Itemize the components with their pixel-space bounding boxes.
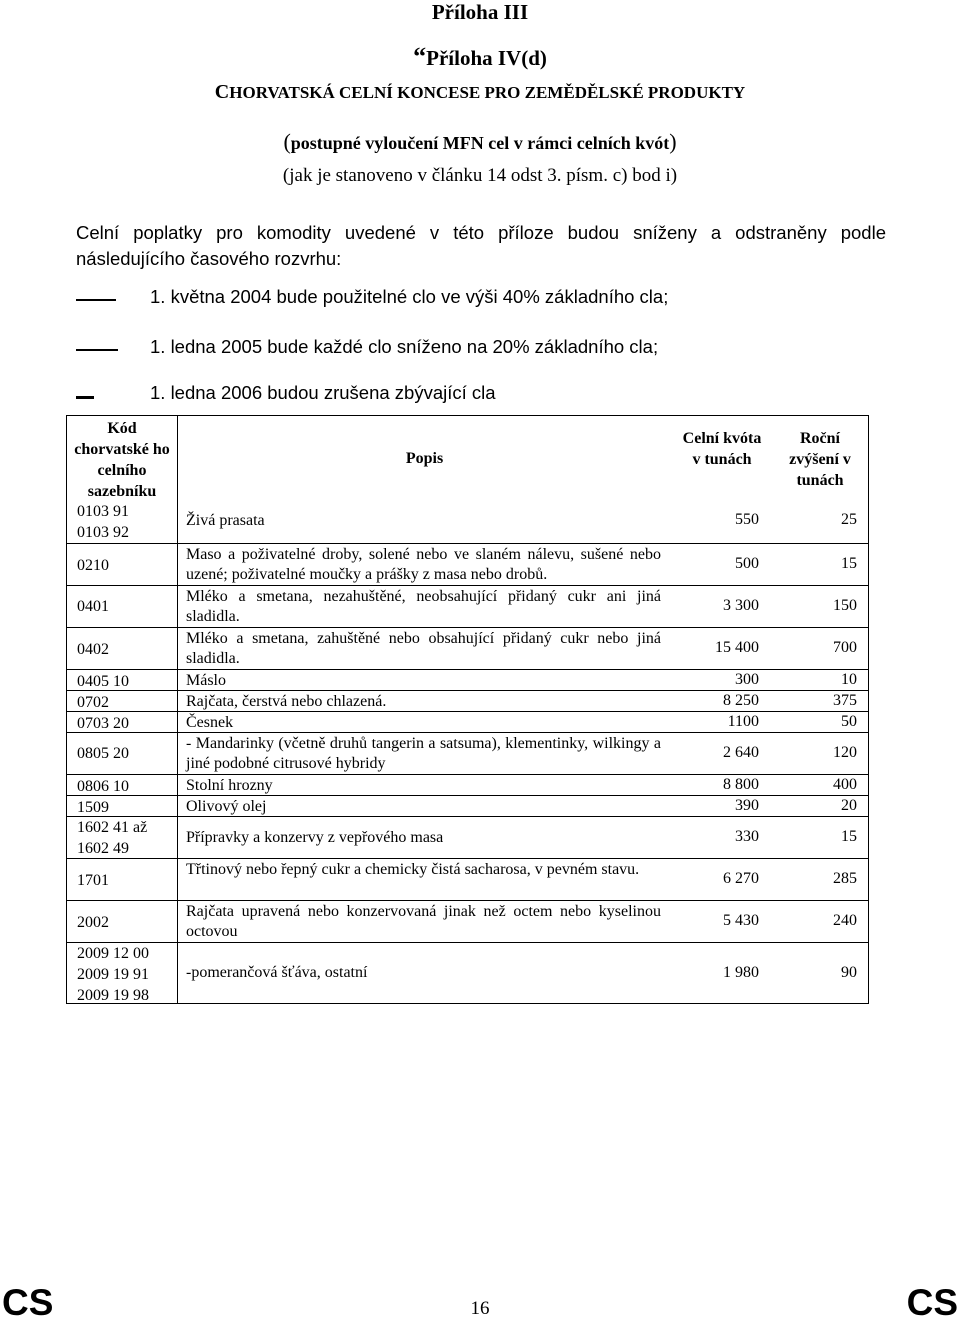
product-description: Přípravky a konzervy z vepřového masa [186,829,444,846]
table-header-row [67,416,868,501]
table-row [67,795,868,817]
product-description: Rajčata upravená nebo konzervovaná jinak než octem nebo kyselinou octovou [186,903,661,940]
column-divider [177,416,178,1003]
table-row [67,585,868,628]
tariff-quota-tonnes: 390 [735,797,759,814]
annual-increase-tonnes: 240 [833,912,857,929]
annual-increase-tonnes: 700 [833,639,857,656]
table-row [67,816,868,859]
product-description: Česnek [186,714,234,731]
annual-increase-tonnes: 50 [841,713,857,730]
schedule-item-1 [0,286,960,312]
tariff-code: 2009 12 00 2009 19 91 2009 19 98 [77,945,149,1004]
table-row [67,627,868,670]
tariff-quota-tonnes: 2 640 [723,744,759,761]
table-row [67,669,868,691]
header-quota: Celní kvóta v tunách [682,430,762,468]
tariff-quota-tonnes: 15 400 [715,639,759,656]
tariff-code: 0806 10 [77,778,129,795]
tariff-quota-tonnes: 3 300 [723,597,759,614]
annual-increase-tonnes: 285 [833,870,857,887]
schedule-item-3 [0,382,960,408]
header-code: Kód chorvatské ho celního sazebníku [74,420,170,500]
product-description: Mléko a smetana, nezahuštěné, neobsahující přidaný cukr ani jiná sladidla. [186,588,661,625]
language-mark-left: CS [2,1282,54,1323]
product-description: Živá prasata [186,512,265,529]
opening-quote: “ [413,42,427,71]
subannex-title [0,42,960,72]
tariff-code: 0702 [77,694,109,711]
table-row [67,711,868,733]
table-row [67,942,868,1004]
subtitle-open-paren: ( [283,129,291,154]
annual-increase-tonnes: 10 [841,671,857,688]
product-description: Máslo [186,672,226,689]
tariff-quota-tonnes: 1100 [727,713,759,730]
tariff-quota-tonnes: 5 430 [723,912,759,929]
annual-increase-tonnes: 20 [841,797,857,814]
schedule-item-text: 1. ledna 2005 bude každé clo sníženo na 20% základního cla; [150,336,659,357]
product-description: Maso a poživatelné droby, solené nebo ve slaném nálevu, sušené nebo uzené; poživatelné moučky a prášky z masa nebo drobů. [186,546,661,583]
table-row [67,774,868,796]
tariff-code: 1602 41 až 1602 49 [77,819,148,857]
tariff-quota-tonnes: 6 270 [723,870,759,887]
tariff-code: 1509 [77,799,109,816]
subtitle-text: postupné vyloučení MFN cel v rámci celních kvót [290,133,670,153]
tariff-code: 0405 10 [77,673,129,690]
language-mark-right: CS [906,1282,958,1323]
tariff-code: 1701 [77,872,109,889]
tariff-code: 0402 [77,641,109,658]
title-initial: C [214,81,230,103]
table-row [67,900,868,943]
tariff-quota-tonnes: 500 [735,555,759,572]
dash-marker [76,299,116,301]
tariff-code: 0401 [77,598,109,615]
annual-increase-tonnes: 400 [833,776,857,793]
tariff-quota-table [66,415,869,1004]
dash-marker [76,396,94,399]
table-row [67,543,868,586]
document-title [0,81,960,104]
tariff-code: 2002 [77,914,109,931]
title-rest: HORVATSKÁ CELNÍ KONCESE PRO ZEMĚDĚLSKÉ PRODUKTY [229,83,746,102]
schedule-item-text: 1. května 2004 bude použitelné clo ve výši 40% základního cla; [150,286,669,307]
product-description: Olivový olej [186,798,267,815]
subtitle-close-paren: ) [669,129,677,154]
product-description: Mléko a smetana, zahuštěné nebo obsahující přidaný cukr nebo jiná sladidla. [186,630,661,667]
annex-title: Příloha III [431,0,529,24]
tariff-code: 0210 [77,557,109,574]
dash-marker [76,349,118,351]
tariff-quota-tonnes: 8 250 [723,692,759,709]
product-description: Třtinový nebo řepný cukr a chemicky čistá sacharosa, v pevném stavu. [186,861,640,878]
page-number: 16 [470,1298,490,1319]
product-description: Stolní hrozny [186,777,273,794]
annual-increase-tonnes: 15 [841,555,857,572]
tariff-quota-tonnes: 330 [735,828,759,845]
annual-increase-tonnes: 150 [833,597,857,614]
intro-paragraph: Celní poplatky pro komodity uvedené v této příloze budou sníženy a odstraněny podle následujícího časového rozvrhu: [76,222,886,269]
header-annual-increase: Roční zvýšení v tunách [789,430,851,489]
subannex-label: Příloha IV(d) [426,46,547,70]
tariff-quota-tonnes: 300 [735,671,759,688]
annual-increase-tonnes: 90 [841,964,857,981]
schedule-item-2 [0,336,960,362]
table-row [67,690,868,712]
legal-reference: (jak je stanoveno v článku 14 odst 3. písm. c) bod i) [282,165,678,186]
table-row [67,501,868,543]
header-description: Popis [405,450,444,467]
annual-increase-tonnes: 120 [833,744,857,761]
product-description: Rajčata, čerstvá nebo chlazená. [186,693,387,710]
product-description: -pomerančová šťáva, ostatní [186,964,368,981]
document-subtitle [0,129,960,155]
tariff-quota-tonnes: 8 800 [723,776,759,793]
tariff-quota-tonnes: 1 980 [723,964,759,981]
product-description: - Mandarinky (včetně druhů tangerin a satsuma), klementinky, wilkingy a jiné podobné citrusové hybridy [186,735,661,772]
annual-increase-tonnes: 375 [833,692,857,709]
annual-increase-tonnes: 15 [841,828,857,845]
table-row [67,732,868,775]
tariff-code: 0805 20 [77,745,129,762]
tariff-code: 0103 91 0103 92 [77,503,129,541]
schedule-item-text: 1. ledna 2006 budou zrušena zbývající cla [150,382,496,403]
table-row [67,858,868,901]
annual-increase-tonnes: 25 [841,511,857,528]
tariff-code: 0703 20 [77,715,129,732]
tariff-quota-tonnes: 550 [735,511,759,528]
